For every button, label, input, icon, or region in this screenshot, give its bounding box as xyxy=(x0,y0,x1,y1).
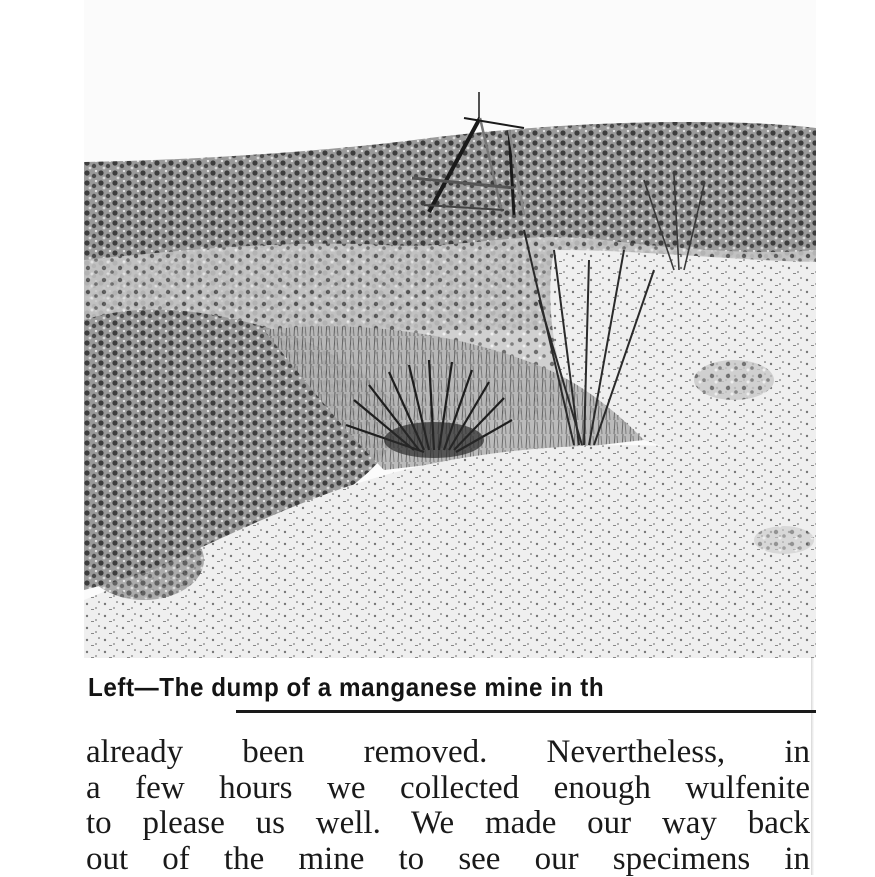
landscape-illustration xyxy=(84,0,816,658)
article-body xyxy=(86,735,810,877)
photo-caption: Left—The dump of a manganese mine in th xyxy=(88,670,765,704)
body-line: a few hours we collected enough wulfenite xyxy=(86,771,810,807)
body-line: out of the mine to see our specimens in xyxy=(86,842,810,877)
mine-dump-photo xyxy=(84,0,816,658)
body-line: already been removed. Nevertheless, in xyxy=(86,735,810,771)
body-line: to please us well. We made our way back xyxy=(86,806,810,842)
caption-rule xyxy=(236,710,816,713)
